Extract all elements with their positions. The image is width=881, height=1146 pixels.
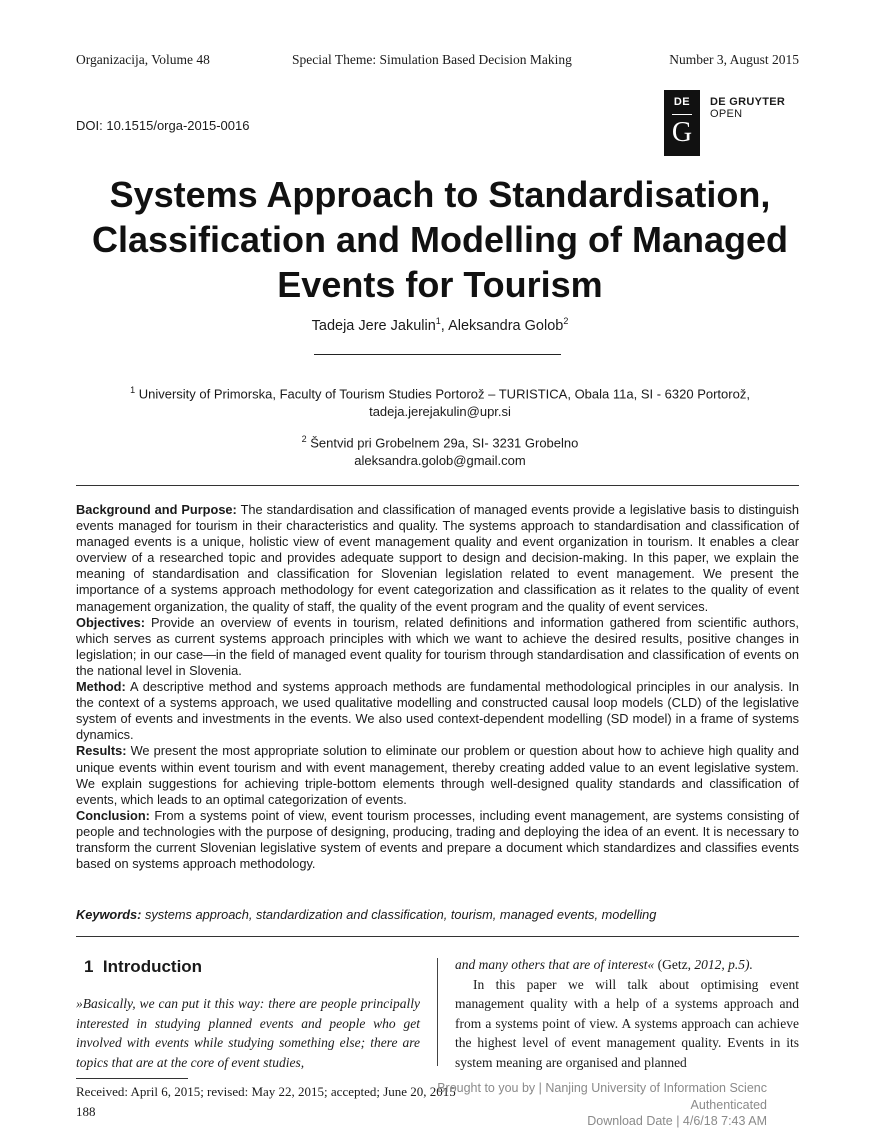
logo-mark <box>664 90 700 156</box>
running-header-theme: Special Theme: Simulation Based Decision Making <box>292 52 572 67</box>
affiliation-1-mark: 1 <box>130 385 136 395</box>
page-number: 188 <box>76 1104 96 1119</box>
quote-continuation <box>455 955 799 975</box>
paper-title: Systems Approach to Standardisation, Classification and Modelling of Managed Events for Tourism <box>91 174 789 305</box>
column-divider <box>437 958 438 1066</box>
body-column-right <box>455 955 799 1072</box>
footnote-rule <box>76 1078 188 1079</box>
watermark-line-3: Download Date | 4/6/18 7:43 AM <box>587 1114 767 1128</box>
author-1-affil-mark: 1 <box>435 316 441 326</box>
affiliation-1-address: University of Primorska, Faculty of Tourism Studies Portorož – TURISTICA, Obala 11a, SI - 6320 Portorož, <box>138 386 750 402</box>
abstract-conclusion-label: Conclusion: <box>76 807 150 823</box>
abstract-objectives <box>76 615 799 679</box>
author-1: Tadeja Jere Jakulin <box>311 317 436 334</box>
abstract-conclusion-text: From a systems point of view, event tourism processes, including event management, are systems consisting of people and technologies with the purpose of designing, producing, trading and deploying the idea of an event. It is necessary to transform the current Slovenian legislative system of events and prepare a document which standardizes and classifies events based on systems approach methodology. <box>76 807 799 872</box>
abstract-background-label: Background and Purpose: <box>76 502 237 517</box>
citation-year: 2012, p.5). <box>694 957 753 972</box>
received-dates: Received: April 6, 2015; revised: May 22, 2015; accepted; June 20, 2015 <box>76 1084 456 1099</box>
logo-g-letter: G <box>671 117 693 148</box>
affiliation-2-mark: 2 <box>301 434 307 444</box>
download-watermark <box>437 1080 767 1130</box>
logo-de-text: DE <box>673 96 691 108</box>
keywords <box>76 907 799 922</box>
watermark-line-1: Brought to you by | Nanjing University of Information Scienc <box>437 1081 767 1095</box>
abstract-method <box>76 679 799 743</box>
section-heading <box>84 957 202 977</box>
abstract-bottom-rule <box>76 936 799 937</box>
body-column-left: »Basically, we can put it this way: there are people principally interested in studying planned events and people who get involved with events while studying something else; there are topics that are at the core of event studies, <box>76 996 420 1070</box>
running-header-journal: Organizacija, Volume 48 <box>76 52 210 67</box>
abstract-objectives-text: Provide an overview of events in tourism, related definitions and information gathered from scientific authors, which serves as current systems approach principles with which we want to achieve the desired results, positive changes in legislation; in our case—in the field of managed event quality for tourism through standardisation and classification of events on the national level in Slovenia. <box>76 614 799 678</box>
abstract-background <box>76 502 799 615</box>
section-title: Introduction <box>102 957 203 976</box>
running-header-issue: Number 3, August 2015 <box>669 52 799 67</box>
affiliation-1 <box>60 381 820 421</box>
logo-divider <box>672 114 692 115</box>
abstract <box>76 502 799 872</box>
logo-wordmark <box>710 96 785 120</box>
section-number: 1 <box>84 957 94 976</box>
title-divider <box>314 354 561 355</box>
affiliation-2-address: Šentvid pri Grobelnem 29a, SI- 3231 Grobelno <box>310 435 579 451</box>
affiliation-2-email: aleksandra.golob@gmail.com <box>354 453 526 469</box>
abstract-objectives-label: Objectives: <box>76 614 145 630</box>
citation-open: (Getz, <box>654 957 695 972</box>
abstract-results-text: We present the most appropriate solution to eliminate our problem or question about how to achieve high quality and unique events within event tourism and with event management, thereby creating added value to an event legislative system. We explain suggestions for achieving triple-bottom elements through well-designed quality standards and classification of events, which leads to an optimal categorization of events. <box>76 743 800 807</box>
quote-end: and many others that are of interest« <box>455 957 655 972</box>
keywords-label: Keywords: <box>76 907 142 922</box>
logo-open-label: OPEN <box>710 108 743 120</box>
abstract-method-text: A descriptive method and systems approach methods are fundamental methodological principles in our analysis. In the context of a systems approach, we used qualitative modelling and constructed causal loop models (CLD) of the legislative system of events and investments in the events. We also used context-dependent modelling (SD model) in a frame of systems dynamics. <box>76 679 799 743</box>
watermark-line-2: Authenticated <box>690 1097 767 1112</box>
publisher-logo <box>664 90 785 156</box>
affiliation-1-email: tadeja.jerejakulin@upr.si <box>369 404 511 420</box>
author-line <box>60 316 820 334</box>
author-2-affil-mark: 2 <box>563 316 569 326</box>
abstract-conclusion <box>76 808 799 872</box>
abstract-results <box>76 743 799 807</box>
logo-brand-name: DE GRUYTER <box>710 96 786 108</box>
doi-text: DOI: 10.1515/orga-2015-0016 <box>76 118 250 133</box>
author-separator: , <box>440 317 449 334</box>
abstract-top-rule <box>76 485 799 486</box>
body-paragraph: In this paper we will talk about optimising event management quality with a help of a systems approach and from a systems point of view. A systems approach can achieve the highest level of event management quality. Events in its system meaning are organised and planned <box>455 976 799 1070</box>
keywords-text: systems approach, standardization and classification, tourism, managed events, modelling <box>144 907 657 922</box>
author-2: Aleksandra Golob <box>448 317 564 334</box>
abstract-background-text: The standardisation and classification of managed events provide a legislative basis to distinguish events managed for tourism in their characteristics and quality. The systems approach to standardisation and classification of managed events is a unique, holistic view of event management quality and event organization in tourism. It enables a clear overview of a researched topic and provides adequate support to design and decision-making. In this paper, we explain the meaning of standardisation and classification for Slovenian legislation related to event management. We present the importance of a systems approach methodology for event categorization and classification as it relates to the quality of event management organization, the quality of staff, the quality of the event program and the quality of event services. <box>76 502 800 614</box>
abstract-method-label: Method: <box>76 679 126 695</box>
affiliation-2 <box>60 430 820 470</box>
abstract-results-label: Results: <box>76 743 127 759</box>
